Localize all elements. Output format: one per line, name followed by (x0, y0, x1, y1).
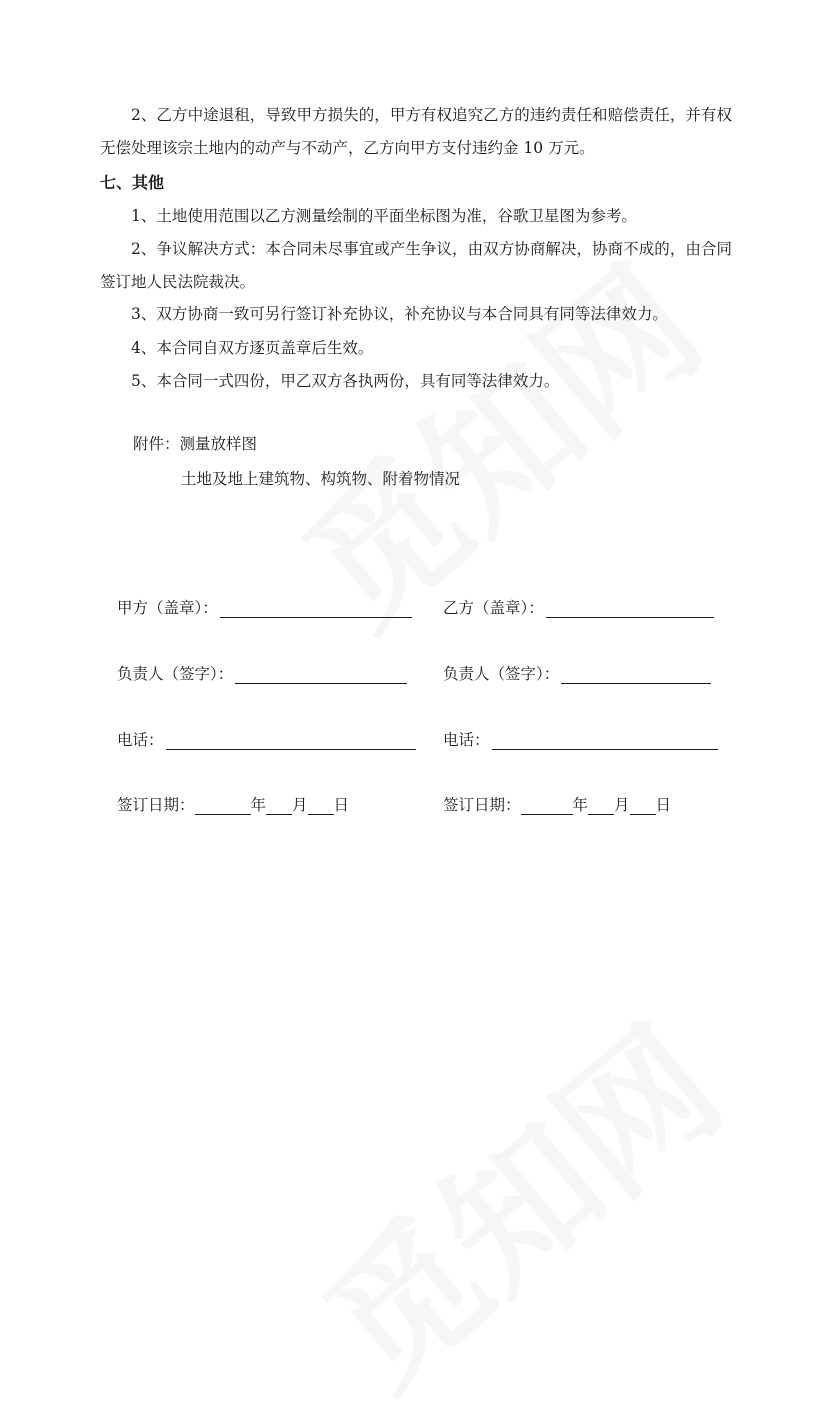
party-b-seal-field[interactable] (546, 601, 714, 618)
responsible-b-signature-field[interactable] (561, 667, 711, 684)
date-b-year-field[interactable] (521, 798, 573, 815)
date-a-year-label: 年 (250, 796, 267, 814)
phone-a-row (117, 728, 416, 750)
section-heading: 七、其他 (100, 173, 165, 192)
party-a-seal-row (117, 596, 412, 618)
phone-a-label: 电话： (117, 731, 164, 749)
date-b-year-label: 年 (572, 796, 589, 814)
party-b-seal-label: 乙方（盖章）： (443, 599, 544, 617)
date-b-row (443, 793, 671, 815)
date-b-label: 签订日期： (443, 796, 521, 814)
phone-b-field[interactable] (492, 733, 718, 750)
phone-a-field[interactable] (166, 733, 416, 750)
date-a-label: 签订日期： (117, 796, 195, 814)
date-b-day-label: 日 (655, 796, 672, 814)
date-a-month-label: 月 (292, 796, 308, 814)
attachment-label: 附件：测量放样图 (133, 435, 258, 453)
clause-item-2: 2、争议解决方式：本合同未尽事宜或产生争议，由双方协商解决，协商不成的，由合同签订地人民法院裁决。 (100, 240, 732, 291)
phone-b-row (443, 728, 718, 750)
responsible-b-row (443, 662, 711, 684)
watermark-bottom (273, 971, 757, 1425)
date-b-month-field[interactable] (588, 798, 614, 815)
date-a-day-field[interactable] (308, 798, 334, 815)
clause-item-4: 4、本合同自双方逐页盖章后生效。 (131, 339, 374, 357)
date-b-day-field[interactable] (630, 798, 656, 815)
responsible-b-label: 负责人（签字）： (443, 665, 560, 683)
date-a-day-label: 日 (333, 796, 350, 814)
phone-b-label: 电话： (443, 731, 490, 749)
date-a-year-field[interactable] (195, 798, 251, 815)
responsible-a-signature-field[interactable] (235, 667, 407, 684)
responsible-a-row (117, 662, 407, 684)
party-a-seal-field[interactable] (220, 601, 412, 618)
date-b-month-label: 月 (614, 796, 630, 814)
party-a-seal-label: 甲方（盖章）： (117, 599, 218, 617)
clause-item-3: 3、双方协商一致可另行签订补充协议，补充协议与本合同具有同等法律效力。 (131, 305, 668, 323)
clause-item-1: 1、土地使用范围以乙方测量绘制的平面坐标图为准，谷歌卫星图为参考。 (131, 207, 637, 225)
date-a-row (117, 793, 349, 815)
clause-item-5: 5、本合同一式四份，甲乙双方各执两份，具有同等法律效力。 (131, 372, 560, 390)
date-a-month-field[interactable] (266, 798, 292, 815)
party-b-seal-row (443, 596, 714, 618)
attachment-description: 土地及地上建筑物、构筑物、附着物情况 (181, 470, 461, 488)
breach-clause-paragraph: 2、乙方中途退租，导致甲方损失的，甲方有权追究乙方的违约责任和赔偿责任，并有权无偿处理该宗土地内的动产与不动产，乙方向甲方支付违约金 10 万元。 (100, 106, 732, 157)
responsible-a-label: 负责人（签字）： (117, 665, 234, 683)
